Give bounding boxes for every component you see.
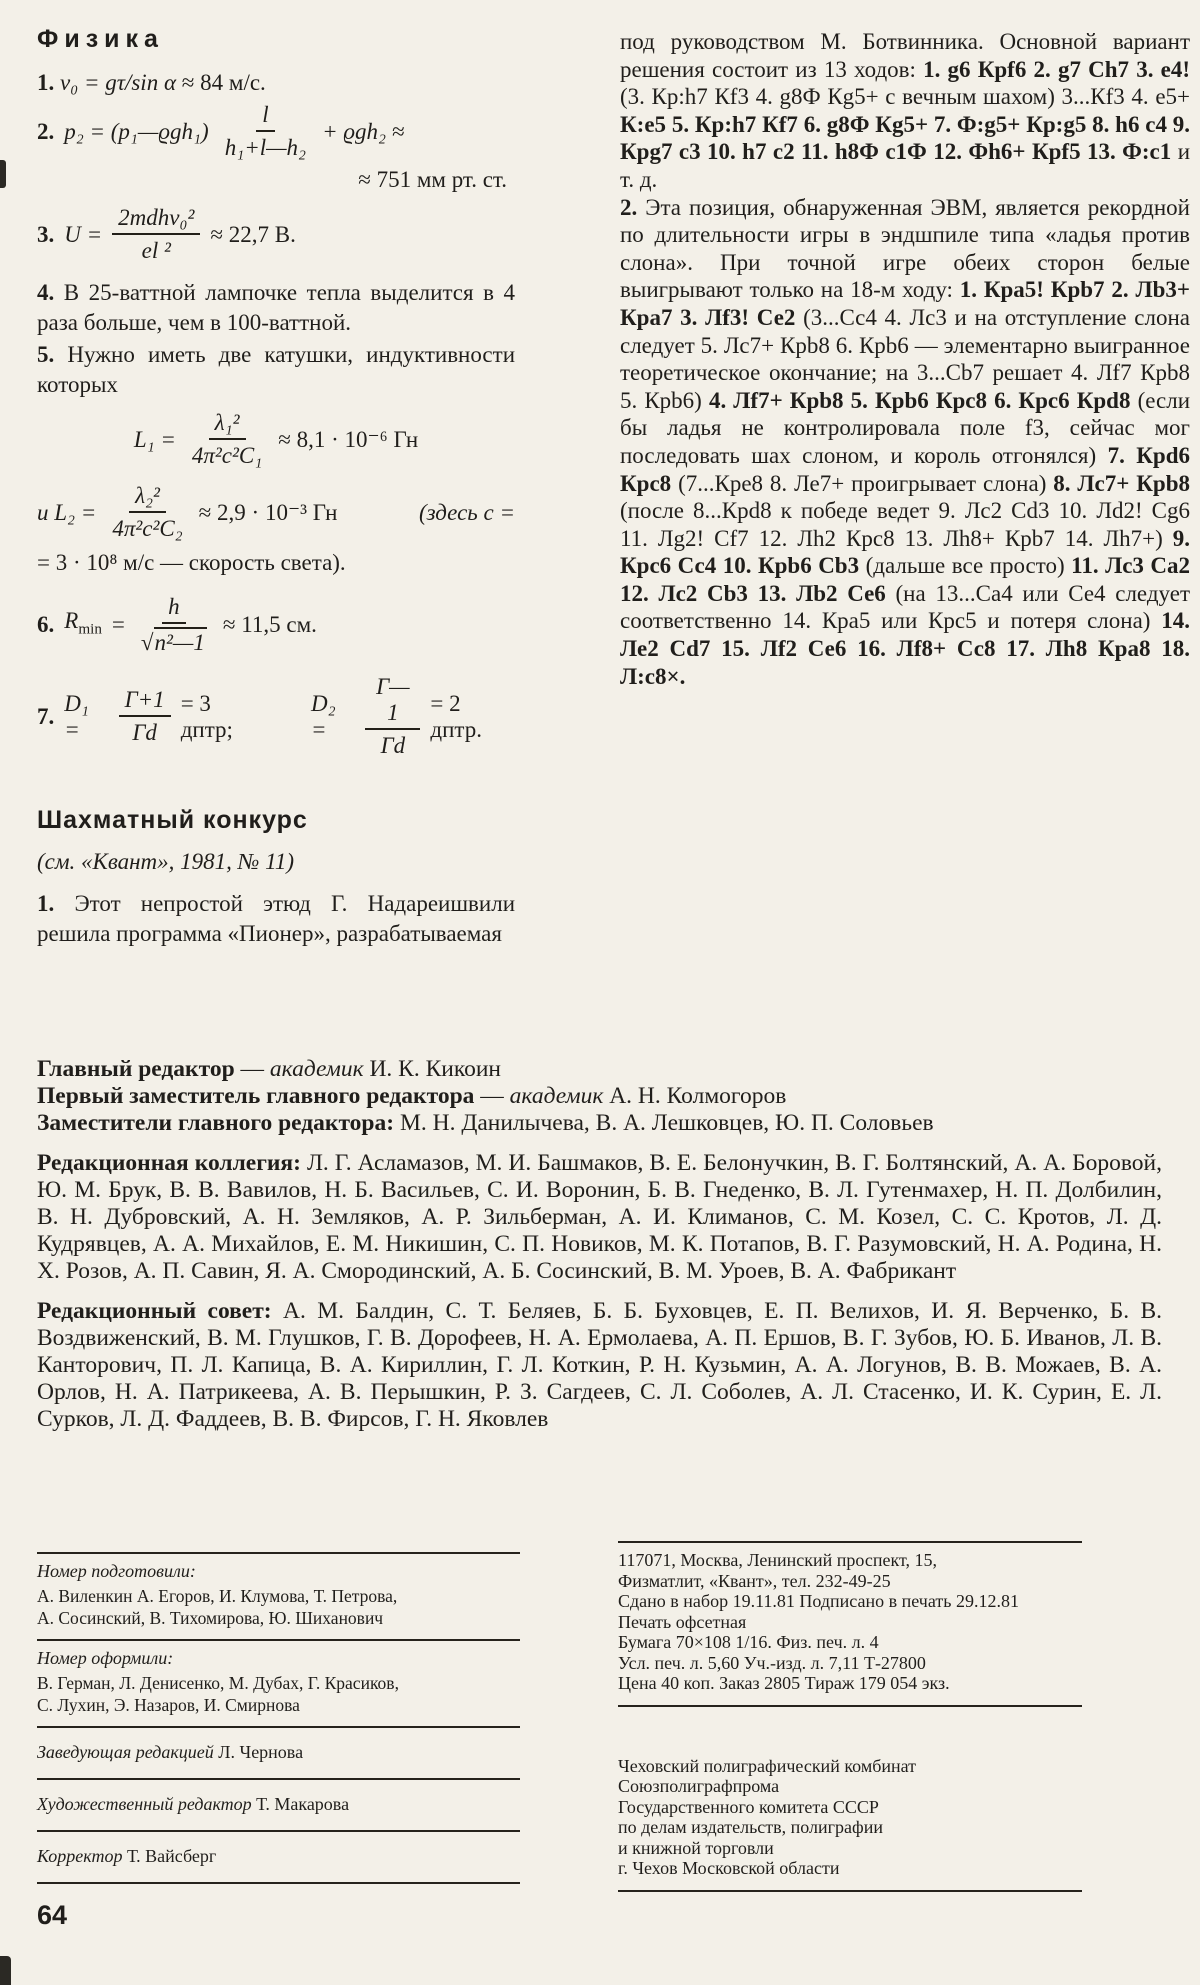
fraction-numerator: 2mdhv₀²: [112, 205, 200, 235]
chess-reference: (см. «Квант», 1981, № 11): [37, 849, 295, 874]
formula-tail: = 2 дптр.: [430, 690, 483, 742]
fraction-denominator: el ²: [141, 238, 171, 263]
fraction-numerator: Г—1: [365, 674, 420, 730]
radical-sign: √: [140, 630, 154, 655]
chess-answer-1: 1. Этот непростой этюд Г. Надареишвили решила программа «Пионер», разрабатываемая: [37, 891, 515, 946]
fraction: [186, 410, 268, 469]
fraction: [112, 205, 200, 264]
formula-lead: $R_{min}$: [64, 607, 102, 638]
fraction-numerator: l: [256, 102, 274, 132]
formula-lead: и L₂ =: [37, 499, 97, 525]
credits-heading: Номер оформили:: [37, 1648, 174, 1668]
physics-answer-4: 4. В 25-ваттной лампочке тепла выделится в 4 раза больше, чем в 100-ваттной.: [37, 280, 516, 335]
fraction-denominator: Гd: [132, 720, 157, 745]
radicand: n²—1: [154, 627, 207, 656]
chief-editor-line: Главный редактор — академик И. К. Кикоин: [37, 1056, 501, 1082]
issue-prepared-by: [37, 1552, 520, 1639]
physics-answer-7: [37, 674, 515, 759]
fraction-denominator: 4π²c²C₁: [191, 443, 263, 468]
formula-lead: D₂ =: [311, 690, 336, 742]
subscript: min: [78, 620, 102, 638]
fraction-numerator: λ₁²: [209, 410, 246, 440]
formula-tail: ≈ 22,7 В.: [210, 221, 296, 247]
physics-answer-3: [37, 205, 515, 264]
credits-names: В. Герман, Л. Денисенко, М. Дубах, Г. Красиков, С. Лухин, Э. Назаров, И. Смирнова: [37, 1673, 399, 1715]
fraction: [106, 483, 188, 542]
fraction-denominator: 4π²c²C₂: [112, 516, 183, 541]
formula-lead: U =: [64, 221, 103, 247]
divider-rule: [37, 1882, 520, 1884]
fraction-numerator: h: [162, 594, 186, 624]
fraction: [365, 674, 420, 759]
deputy-editors-line: Заместители главного редактора: М. Н. Данилычева, В. А. Лешковцев, Ю. П. Соловьев: [37, 1110, 934, 1136]
scan-artifact: [0, 1956, 11, 1985]
issue-designed-by: [37, 1639, 520, 1726]
formula-tail: ≈ 8,1 · 10⁻⁶ Гн: [278, 426, 419, 452]
item-number: 3.: [37, 221, 55, 247]
formula-note: (здесь c =: [418, 499, 515, 525]
fraction: [119, 687, 171, 746]
physics-answer-5-formula-1: [37, 410, 515, 469]
formula-mid: = 3 дптр;: [180, 690, 233, 742]
fraction: [135, 594, 213, 656]
right-column: [620, 28, 1190, 690]
physics-answer-6: [37, 594, 515, 656]
managing-editor-line: Заведующая редакцией Л. Чернова: [37, 1726, 520, 1778]
item-number: 2.: [37, 118, 55, 144]
fraction: [219, 102, 312, 161]
formula-lead: D₁ =: [64, 690, 89, 742]
fraction-denominator: Гd: [380, 733, 406, 758]
fraction-denominator: [135, 624, 213, 656]
fraction-numerator: λ₂²: [129, 483, 166, 513]
chess-answer-2: 2. Эта позиция, обнаруженная ЭВМ, является рекордной по длительности игры в эндшпиле типа «ладья против слона». При точной игре обеих сторон белые выигрывают только на 18-м ходу: 1. Кра5! Крb7 2. Лb3+ Кра7 3. Лf3! Се2 (3...Сс4 4. Лс3 и на отступление слона следует 5. Лс7+ Крb8 6. Крb6 — элементарно выигранное теоретическое окончание; на 3...Сb7 решает 4. Лf7 Крb8 5. Крb6) 4. Лf7+ Крb8 5. Крb6 Крс8 6. Крс6 Крd8 (если бы ладья не контролировала поле f3, сейчас мог последовать шах слоном, и король отгонялся) 7. Крd6 Крс8 (7...Кре8 8. Ле7+ проигрывает слона) 8. Лс7+ Крb8 (после 8...Крd8 к победе ведет 9. Лс2 Сd3 10. Лd2! Сg6 11. Лg2! Сf7 12. Лh2 Крс8 13. Лh8+ Крb7 14. Лh7+) 9. Крс6 Сс4 10. Крb6 Сb3 (дальше все просто) 11. Лс3 Са2 12. Лс2 Сb3 13. Лb2 Се6 (на 13...Са4 или Се4 следует соответственно 14. Кра5 или Крс5 и потеря слона) 14. Ле2 Сd7 15. Лf2 Се6 16. Лf8+ Сс8 17. Лh8 Кра8 18. Л:с8×.: [620, 194, 1191, 689]
chess-solution-continuation: под руководством М. Ботвинника. Основной вариант решения состоит из 13 ходов: 1. g6 Кpf6 2. g7 Ch7 3. e4! (3. Кр:h7 Кf3 4. g8Ф Кg5+ с вечным шахом) 3...Кf3 4. е5+ К:е5 5. Кр:h7 Кf7 6. g8Ф Кg5+ 7. Ф:g5+ Кр:g5 8. h6 c4 9. Кpg7 c3 10. h7 c2 11. h8Ф с1Ф 12. Фh6+ Кpf5 13. Ф:c1 и т. д.: [620, 29, 1190, 192]
physics-answer-5-formula-2: [37, 483, 515, 542]
physics-answer-5: 5. Нужно иметь две катушки, индуктивности которых: [37, 342, 516, 397]
formula-tail: ≈ 2,9 · 10⁻³ Гн: [198, 499, 338, 525]
formula-tail: + ϱgh₂ ≈: [322, 118, 405, 144]
physics-answer-2: [37, 102, 515, 161]
formula-tail: ≈ 11,5 см.: [222, 612, 317, 637]
formula-lead: p₂ = (p₁—ϱgh₁): [64, 118, 209, 144]
credits-heading: Номер подготовили:: [37, 1561, 196, 1581]
equals-sign: =: [111, 612, 125, 637]
page-number: 64: [37, 1900, 68, 1930]
masthead: [37, 1056, 1162, 1433]
publisher-info: 117071, Москва, Ленинский проспект, 15, Физматлит, «Квант», тел. 232-49-25 Сдано в набор 19.11.81 Подписано в печать 29.12.81 Печать офсетная Бумага 70×108 1/16. Физ. печ. л. 4 Усл. печ. л. 5,60 Уч.-изд. л. 7,11 Т-27800 Цена 40 коп. Заказ 2805 Тираж 179 054 экз.: [618, 1541, 1082, 1707]
physics-answer-1: 1. v₀ = gτ/sin α ≈ 84 м/с.: [37, 70, 266, 95]
item-number: 6.: [37, 612, 55, 637]
item-number: 7.: [37, 703, 55, 729]
credits-names: А. Виленкин А. Егоров, И. Клумова, Т. Петрова, А. Сосинский, В. Тихомирова, Ю. Шиханович: [37, 1586, 398, 1628]
editorial-council: Редакционный совет: А. М. Балдин, С. Т. Беляев, Б. Б. Буховцев, Е. П. Велихов, И. Я. Верченко, Б. В. Воздвиженский, В. М. Глушков, Г. В. Дорофеев, Н. А. Ермолаева, А. П. Ершов, В. Г. Зубов, Ю. Б. Иванов, Л. В. Канторович, П. Л. Капица, В. А. Кириллин, Г. Л. Коткин, Р. Н. Кузьмин, А. А. Логунов, В. В. Можаев, В. А. Орлов, Н. А. Патрикеева, А. В. Перышкин, Р. З. Сагдеев, С. Л. Соболев, А. Л. Стасенко, И. К. Сурин, Е. Л. Сурков, Л. Д. Фаддеев, В. В. Фирсов, Г. Н. Яковлев: [37, 1298, 1163, 1432]
editorial-board: Редакционная коллегия: Л. Г. Асламазов, М. И. Башмаков, В. Е. Белонучкин, В. Г. Болтянский, А. А. Боровой, Ю. М. Брук, В. В. Вавилов, Н. Б. Васильев, С. И. Воронин, Б. В. Гнеденко, В. Л. Гутенмахер, Н. П. Долбилин, В. Н. Дубровский, А. Н. Земляков, А. Р. Зильберман, А. И. Климанов, С. М. Козел, С. С. Кротов, Л. Д. Кудрявцев, А. А. Михайлов, Е. М. Никишин, С. П. Новиков, М. К. Потапов, В. Г. Разумовский, Н. А. Родина, Н. Х. Розов, А. П. Савин, Я. А. Смородинский, А. Б. Сосинский, В. М. Уроев, В. А. Фабрикант: [37, 1150, 1162, 1284]
physics-answer-2-result: ≈ 751 мм рт. ст.: [358, 167, 507, 192]
physics-section-title: Физика: [37, 25, 164, 53]
imprint-block: [618, 1541, 1082, 1892]
proofreader-line: Корректор Т. Вайсберг: [37, 1830, 520, 1882]
credits-block: [37, 1552, 520, 1884]
printing-house-info: Чеховский полиграфический комбинат Союзполиграфпрома Государственного комитета СССР по делам издательств, полиграфии и книжной торговли г. Чехов Московской области: [618, 1757, 1082, 1892]
chess-section-title: Шахматный конкурс: [37, 806, 308, 834]
formula-lead: L₁ =: [133, 426, 176, 452]
left-column: [37, 24, 515, 951]
fraction-denominator: h₁+l—h₂: [224, 135, 307, 160]
formula-note-continuation: = 3 · 10⁸ м/с — скорость света).: [37, 550, 346, 575]
scan-artifact: [0, 160, 6, 188]
first-deputy-editor-line: Первый заместитель главного редактора — академик А. Н. Колмогоров: [37, 1083, 787, 1109]
fraction-numerator: Г+1: [119, 687, 171, 717]
art-editor-line: Художественный редактор Т. Макарова: [37, 1778, 520, 1830]
